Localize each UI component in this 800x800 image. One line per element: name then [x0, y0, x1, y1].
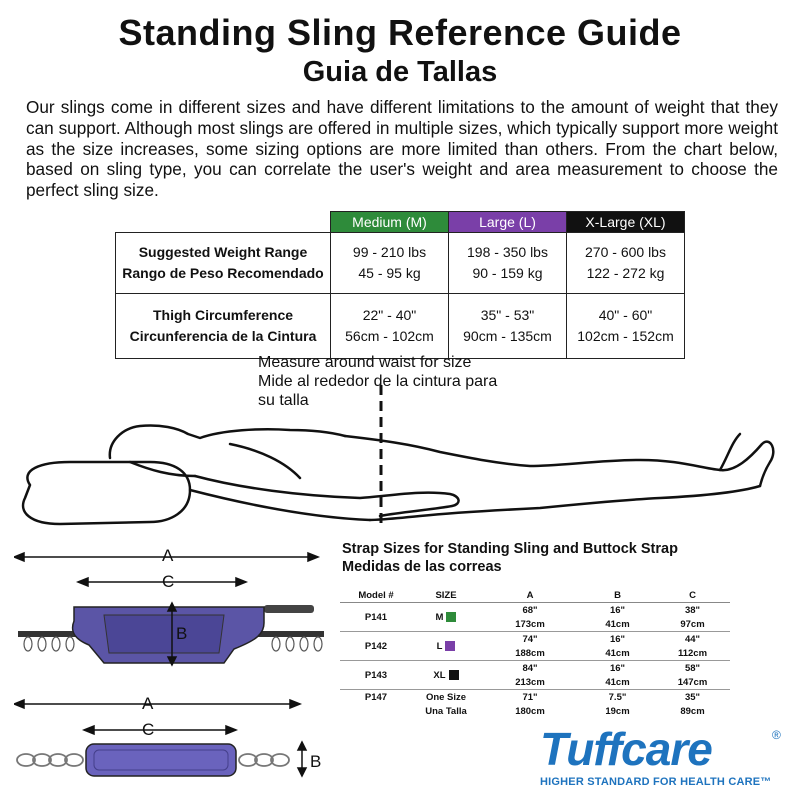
size-header-large: Large (L) — [449, 212, 567, 233]
table-row: P147 One Size 71" 7.5" 35" — [340, 690, 730, 705]
dim-a-bottom: A — [142, 694, 154, 713]
dim-b-top: B — [176, 624, 188, 643]
size-swatch-black — [449, 670, 459, 680]
tuffcare-logo — [540, 723, 781, 775]
thigh-medium: 22" - 40" 56cm - 102cm — [331, 294, 449, 359]
strap-header-size: SIZE — [412, 588, 480, 603]
strap-model: P142 — [340, 632, 412, 661]
thigh-large: 35" - 53" 90cm - 135cm — [449, 294, 567, 359]
table-row: P141 M 68" 16" 38" — [340, 603, 730, 618]
thigh-xlarge: 40" - 60" 102cm - 152cm — [567, 294, 685, 359]
standing-sling-diagram — [14, 545, 334, 675]
measure-note-line-1: Measure around waist for size — [258, 354, 472, 371]
size-swatch-green — [446, 612, 456, 622]
intro-text: Our slings come in different sizes and have different limitations to the amount of weight that they can support. Although most slings are offered in multiple sizes, which typically support more weight as the size increases, some sizing options are more limited than others. From the chart below, based on sling type, you can correlate the user's weight and area measurement to choose the perfect sling size. — [26, 97, 778, 201]
strap-title-en: Strap Sizes for Standing Sling and Buttock Strap — [342, 541, 678, 557]
page-subtitle: Guia de Tallas — [302, 56, 498, 88]
strap-size: XL — [412, 661, 480, 690]
strap-table: Model # SIZE A B C P141 M 68" 16" 38" 173cm 41cm 97cm P142 L 74" 16" 44" 188cm 41cm 112cm P143 XL 84" 16" 58" 213cm 41cm 147cm P147 One Size 71" 7.5" 35" Una Talla 180cm 19cm 89cm — [340, 588, 730, 718]
body-illustration — [0, 400, 800, 535]
strap-size: L — [412, 632, 480, 661]
table-row: P142 L 74" 16" 44" — [340, 632, 730, 647]
size-table-corner — [116, 212, 331, 233]
dim-a-top: A — [162, 546, 174, 565]
logo-registered-mark: ® — [772, 728, 781, 742]
weight-label-es: Rango de Peso Recomendado — [122, 265, 324, 281]
strap-title-es: Medidas de las correas — [342, 559, 502, 575]
weight-large: 198 - 350 lbs 90 - 159 kg — [449, 233, 567, 294]
strap-header-model: Model # — [340, 588, 412, 603]
size-header-xlarge: X-Large (XL) — [567, 212, 685, 233]
strap-size-es: Una Talla — [425, 705, 467, 717]
intro-paragraph — [26, 97, 778, 201]
size-swatch-purple — [445, 641, 455, 651]
thigh-label — [116, 294, 331, 359]
waist-measure-line — [376, 385, 386, 525]
measure-note-line-2: Mide al rededor de la cintura para — [258, 373, 498, 390]
logo-wordmark: Tuffcare — [540, 723, 712, 775]
measure-note-line-3: su talla — [258, 392, 309, 409]
weight-xlarge: 270 - 600 lbs 122 - 272 kg — [567, 233, 685, 294]
strap-model: P143 — [340, 661, 412, 690]
strap-header-b: B — [580, 588, 655, 603]
size-table — [115, 211, 685, 359]
strap-header-a: A — [480, 588, 580, 603]
buttock-strap-diagram — [14, 692, 334, 792]
table-row: P143 XL 84" 16" 58" — [340, 661, 730, 676]
strap-model: P141 — [340, 603, 412, 632]
page-title: Standing Sling Reference Guide — [118, 12, 682, 53]
dim-c-bottom: C — [142, 720, 155, 739]
weight-medium: 99 - 210 lbs 45 - 95 kg — [331, 233, 449, 294]
weight-label-en: Suggested Weight Range — [138, 244, 308, 260]
strap-size: One Size — [425, 691, 467, 703]
thigh-label-en: Thigh Circumference — [152, 307, 294, 323]
weight-row — [116, 233, 685, 294]
dim-b-bottom: B — [310, 752, 322, 771]
weight-label — [116, 233, 331, 294]
strap-model: P147 — [364, 691, 388, 703]
logo-tagline: HIGHER STANDARD FOR HEALTH CARE™ — [540, 776, 772, 788]
size-header-medium: Medium (M) — [331, 212, 449, 233]
thigh-row — [116, 294, 685, 359]
dim-c-top: C — [162, 572, 175, 591]
strap-header-c: C — [655, 588, 730, 603]
strap-size: M — [412, 603, 480, 632]
thigh-label-es: Circunferencia de la Cintura — [129, 328, 317, 344]
strap-sizes-title — [342, 540, 678, 576]
